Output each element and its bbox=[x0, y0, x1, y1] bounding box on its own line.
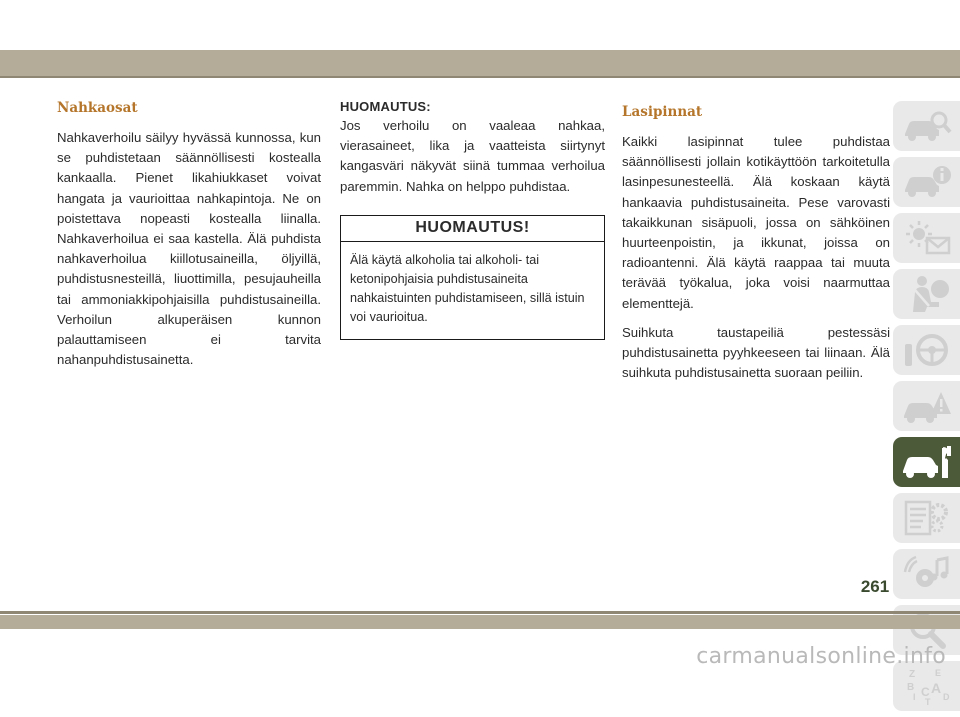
chapter-tab-multimedia[interactable] bbox=[893, 549, 960, 599]
car-wrench-icon bbox=[901, 442, 953, 482]
header-bar bbox=[0, 50, 960, 76]
chapter-tab-steering[interactable] bbox=[893, 325, 960, 375]
car-warning-icon bbox=[901, 386, 953, 426]
chapter-tab-maintenance[interactable] bbox=[893, 437, 960, 487]
warning-title: HUOMAUTUS! bbox=[341, 216, 604, 242]
chapter-tab-seatbelt-airbag[interactable] bbox=[893, 269, 960, 319]
svg-text:A: A bbox=[930, 680, 941, 696]
svg-text:Z: Z bbox=[908, 669, 915, 680]
note-paragraph: Jos verhoilu on vaaleaa nahkaa, vierasaineet, lika ja vaatteista siirtynyt kangasväri näkyvät siinä tummaa verhoilua paremmin. Nahka on helppo puhdistaa. bbox=[340, 118, 605, 194]
light-mail-icon bbox=[901, 218, 953, 258]
right-column bbox=[622, 98, 890, 392]
svg-text:E: E bbox=[934, 668, 941, 678]
svg-text:I: I bbox=[912, 692, 916, 702]
seatbelt-airbag-icon bbox=[901, 274, 953, 314]
left-column bbox=[57, 98, 321, 379]
multimedia-icon bbox=[901, 554, 953, 594]
chapter-tab-car-search[interactable] bbox=[893, 101, 960, 151]
warning-box bbox=[340, 215, 605, 340]
footer-rule bbox=[0, 611, 960, 614]
svg-text:T: T bbox=[924, 697, 930, 706]
checklist-gear-icon bbox=[901, 498, 953, 538]
middle-column bbox=[340, 98, 605, 340]
svg-text:D: D bbox=[942, 692, 949, 702]
section-heading-glass: Lasipinnat bbox=[622, 104, 703, 120]
steering-wheel-icon bbox=[901, 330, 953, 370]
warning-text: Älä käytä alkoholia tai alkoholi- tai ketonipohjaisia puhdistusaineita nahkaistuinten puhdistamiseen, sillä istuin voi vaurioitua. bbox=[350, 252, 585, 324]
chapter-tab-checklist[interactable] bbox=[893, 493, 960, 543]
leather-paragraph: Nahkaverhoilu säilyy hyvässä kunnossa, kun se puhdistetaan säännöllisesti kostealla kankaalla. Pienet likahiukkaset voivat hangata ja vaurioittaa nahkapintoja. Ne on poistettava nopeasti kostealla liinalla. Nahkaverhoilua ei saa kastella. Älä puhdista nahkaverhoilua kiillotusaineilla, öljyillä, puhdistusnesteillä, liuottimilla, pesujauheilla tai ammoniakkipohjaisilla puhdistusaineilla. Verhoilun alkuperäisen kunnon palauttamiseen ei tarvita nahanpuhdistusainetta. bbox=[57, 130, 321, 368]
section-heading-leather: Nahkaosat bbox=[57, 100, 138, 116]
chapter-tab-car-warning[interactable] bbox=[893, 381, 960, 431]
page-number: 261 bbox=[860, 577, 890, 596]
note-label: HUOMAUTUS: bbox=[340, 99, 431, 114]
chapter-tab-car-info[interactable] bbox=[893, 157, 960, 207]
footer-bar bbox=[0, 615, 960, 629]
glass-paragraph-2: Suihkuta taustapeiliä pestessäsi puhdistusainetta pyyhkeeseen tai liinaan. Älä suihkuta puhdistusainetta suoraan peiliin. bbox=[622, 324, 890, 381]
svg-text:C: C bbox=[920, 685, 930, 699]
header-rule bbox=[0, 76, 960, 78]
car-info-icon bbox=[901, 162, 953, 202]
svg-text:B: B bbox=[906, 682, 914, 693]
chapter-tab-light-mail[interactable] bbox=[893, 213, 960, 263]
watermark: carmanualsonline.info bbox=[696, 644, 946, 669]
car-search-icon bbox=[901, 106, 953, 146]
glass-paragraph-1: Kaikki lasipinnat tulee puhdistaa säännöllisesti jollain kotikäyttöön tarkoitetulla lasinpesunesteellä. Älä koskaan käytä hankaavia puhdistusaineita. Pese varovasti takaikkunan sisäpuoli, jossa on sähköinen huurteenpoistin, ja ikkunat, joissa on radioantenni. Älä käytä raappaa tai muuta terävää työkalua, joka voisi naarmuttaa elementtejä. bbox=[622, 134, 890, 311]
alphabet-index-icon bbox=[901, 666, 953, 706]
